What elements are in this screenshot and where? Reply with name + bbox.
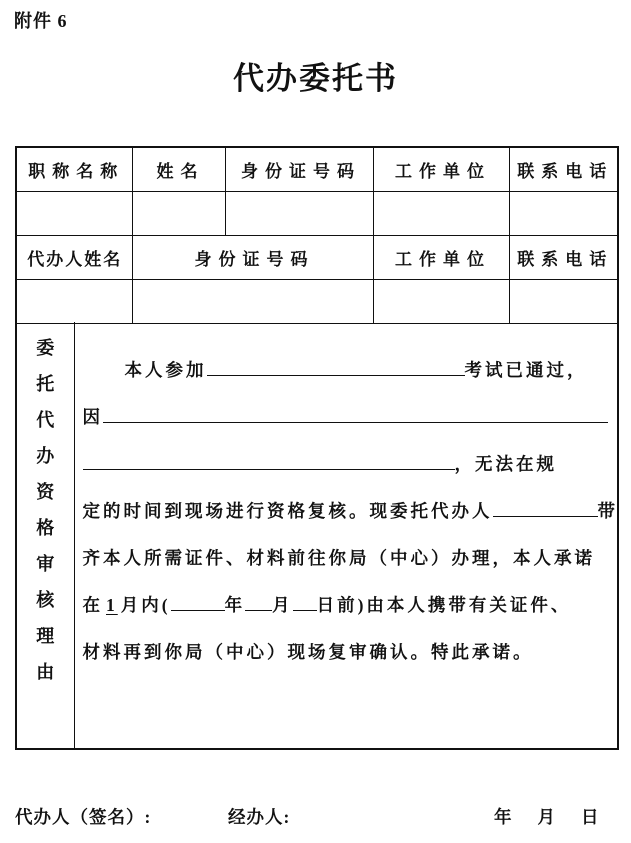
reason-text: 日前)由本人携带有关证件、 bbox=[316, 595, 572, 615]
empty-cell bbox=[509, 191, 618, 235]
reason-line bbox=[125, 347, 609, 394]
reason-text: 因 bbox=[82, 407, 103, 427]
reason-table bbox=[15, 322, 619, 750]
vertical-label-char: 办 bbox=[36, 446, 55, 466]
reason-vertical-label-cell bbox=[16, 322, 74, 749]
reason-paragraph-cell bbox=[74, 322, 618, 749]
reason-text: 本人参加 bbox=[124, 360, 207, 380]
year-label: 年 bbox=[494, 807, 512, 827]
reason-line bbox=[83, 535, 609, 582]
vertical-label-char: 由 bbox=[36, 662, 55, 682]
vertical-label-char: 代 bbox=[36, 410, 55, 430]
vertical-label-char: 托 bbox=[36, 374, 55, 394]
empty-cell bbox=[132, 191, 225, 235]
blank-underline-field bbox=[245, 593, 272, 611]
empty-cell bbox=[509, 279, 618, 323]
reason-line bbox=[82, 488, 618, 535]
reason-line bbox=[83, 582, 609, 629]
header-title-name: 职称名称 bbox=[16, 147, 132, 191]
empty-cell bbox=[373, 279, 509, 323]
vertical-label-char: 核 bbox=[36, 590, 55, 610]
blank-underline-field bbox=[103, 405, 608, 423]
blank-underline-field bbox=[493, 499, 598, 517]
page-title: 代办委托书 bbox=[233, 61, 398, 96]
header-id-number: 身份证号码 bbox=[225, 147, 373, 191]
empty-cell bbox=[132, 279, 373, 323]
reason-line bbox=[83, 629, 609, 676]
reason-text: 带 bbox=[597, 501, 618, 521]
empty-cell bbox=[225, 191, 373, 235]
empty-cell bbox=[16, 191, 132, 235]
signature-footer bbox=[0, 804, 631, 828]
reason-text: ，无法在规 bbox=[454, 454, 557, 474]
attachment-label: 附件 6 bbox=[14, 11, 68, 31]
vertical-label-char: 格 bbox=[36, 518, 55, 538]
vertical-label-char: 委 bbox=[36, 338, 55, 358]
vertical-label bbox=[17, 322, 74, 690]
reason-text: 定的时间到现场进行资格复核。现委托代办人 bbox=[82, 501, 493, 521]
agent-signature-label: 代办人（签名）: bbox=[15, 807, 152, 827]
applicant-header-row bbox=[16, 147, 618, 191]
blank-underline-field bbox=[171, 593, 225, 611]
handler-label: 经办人: bbox=[228, 807, 291, 827]
reason-text: 月内( bbox=[120, 595, 171, 615]
empty-cell bbox=[373, 191, 509, 235]
date-labels bbox=[494, 804, 599, 829]
reason-line bbox=[83, 441, 609, 488]
applicant-blank-row bbox=[16, 191, 618, 235]
blank-underline-field bbox=[207, 358, 465, 376]
applicant-agent-table bbox=[15, 146, 619, 324]
reason-text: 考试已通过， bbox=[464, 360, 588, 380]
header-agent-contact-phone: 联系电话 bbox=[509, 235, 618, 279]
header-work-unit: 工作单位 bbox=[373, 147, 509, 191]
empty-cell bbox=[16, 279, 132, 323]
agent-header-row bbox=[16, 235, 618, 279]
vertical-label-char: 资 bbox=[36, 482, 55, 502]
vertical-label-char: 审 bbox=[36, 554, 55, 574]
vertical-label-char: 理 bbox=[36, 626, 55, 646]
reason-text: 材料再到你局（中心）现场复审确认。特此承诺。 bbox=[82, 642, 534, 662]
blank-underline-field bbox=[293, 593, 317, 611]
reason-text: 在 bbox=[82, 595, 103, 615]
blank-underline-field bbox=[83, 452, 455, 470]
reason-text: 年 bbox=[224, 595, 246, 615]
reason-line bbox=[83, 394, 609, 441]
reason-text: 月 bbox=[272, 595, 293, 615]
header-agent-id-number: 身份证号码 bbox=[132, 235, 373, 279]
reason-paragraph bbox=[82, 347, 618, 676]
reason-text: 齐本人所需证件、材料前往你局（中心）办理，本人承诺 bbox=[82, 548, 595, 568]
agent-blank-row bbox=[16, 279, 618, 323]
day-label: 日 bbox=[581, 807, 599, 827]
header-name: 姓名 bbox=[132, 147, 225, 191]
month-label: 月 bbox=[537, 807, 555, 827]
header-agent-name: 代办人姓名 bbox=[16, 235, 132, 279]
reason-row bbox=[16, 322, 618, 749]
header-agent-work-unit: 工作单位 bbox=[373, 235, 509, 279]
underlined-text: 1 bbox=[106, 595, 118, 615]
header-contact-phone: 联系电话 bbox=[509, 147, 618, 191]
